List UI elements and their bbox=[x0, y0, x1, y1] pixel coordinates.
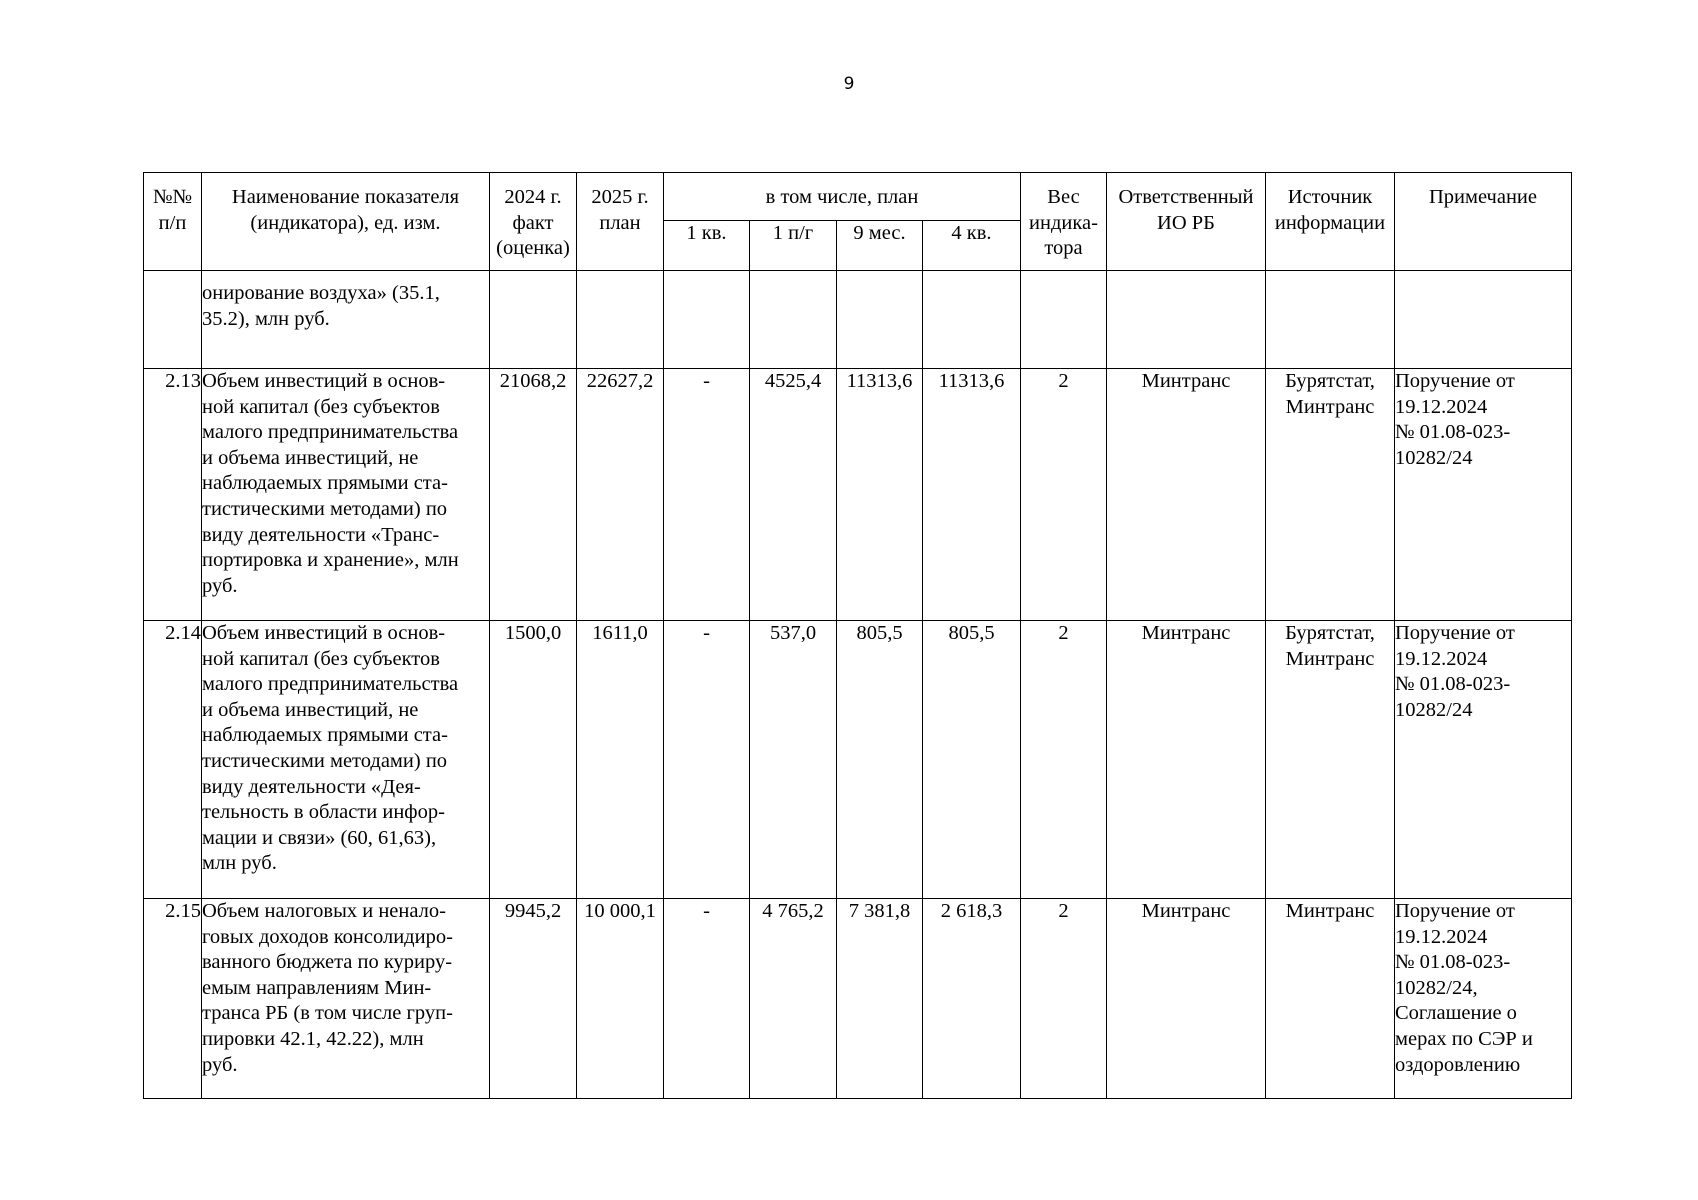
cell-h1: 4 765,2 bbox=[750, 899, 837, 1099]
cell-source: Минтранс bbox=[1266, 899, 1395, 1099]
cell-name: Объем налоговых и ненало- говых доходов консолидиро- ванного бюджета по куриру- емым направлениям Мин- транса РБ (в том числе груп- пировки 42.1, 42.22), млн руб. bbox=[202, 899, 490, 1099]
header-including-plan: в том числе, план bbox=[664, 173, 1021, 221]
cell-q1: - bbox=[664, 369, 750, 621]
cell-source: Бурятстат, Минтранс bbox=[1266, 621, 1395, 899]
cell-source bbox=[1266, 271, 1395, 369]
header-fact-2024: 2024 г. факт (оценка) bbox=[490, 173, 577, 271]
cell-responsible: Минтранс bbox=[1107, 899, 1266, 1099]
header-h1: 1 п/г bbox=[750, 221, 837, 271]
cell-num: 2.15 bbox=[144, 899, 202, 1099]
header-q4: 4 кв. bbox=[923, 221, 1021, 271]
cell-q1: - bbox=[664, 621, 750, 899]
cell-num bbox=[144, 271, 202, 369]
header-num: №№ п/п bbox=[144, 173, 202, 271]
cell-plan bbox=[577, 271, 664, 369]
cell-name: Объем инвестиций в основ- ной капитал (без субъектов малого предпринимательства и объема инвестиций, не наблюдаемых прямыми ста- тистическими методами) по виду деятельности «Дея- тельность в области инфор- мации и связи» (60, 61,63), млн руб. bbox=[202, 621, 490, 899]
header-q1: 1 кв. bbox=[664, 221, 750, 271]
cell-h1: 537,0 bbox=[750, 621, 837, 899]
table-header bbox=[144, 173, 1572, 271]
cell-weight bbox=[1021, 271, 1107, 369]
cell-note bbox=[1395, 271, 1572, 369]
cell-weight: 2 bbox=[1021, 899, 1107, 1099]
header-9m: 9 мес. bbox=[837, 221, 923, 271]
cell-q4: 11313,6 bbox=[923, 369, 1021, 621]
indicators-table bbox=[143, 172, 1572, 1099]
header-weight: Вес индика- тора bbox=[1021, 173, 1107, 271]
header-plan-2025: 2025 г. план bbox=[577, 173, 664, 271]
page-number: 9 bbox=[843, 74, 855, 94]
cell-num: 2.13 bbox=[144, 369, 202, 621]
cell-9m: 805,5 bbox=[837, 621, 923, 899]
cell-responsible: Минтранс bbox=[1107, 621, 1266, 899]
cell-fact bbox=[490, 271, 577, 369]
cell-q4: 805,5 bbox=[923, 621, 1021, 899]
cell-num: 2.14 bbox=[144, 621, 202, 899]
cell-plan: 10 000,1 bbox=[577, 899, 664, 1099]
cell-fact: 21068,2 bbox=[490, 369, 577, 621]
table-row bbox=[144, 621, 1572, 899]
table-row bbox=[144, 369, 1572, 621]
cell-source: Бурятстат, Минтранс bbox=[1266, 369, 1395, 621]
cell-h1 bbox=[750, 271, 837, 369]
header-name: Наименование показателя (индикатора), ед. изм. bbox=[202, 173, 490, 271]
cell-9m: 11313,6 bbox=[837, 369, 923, 621]
cell-9m: 7 381,8 bbox=[837, 899, 923, 1099]
cell-name: онирование воздуха» (35.1, 35.2), млн руб. bbox=[202, 271, 490, 369]
cell-q4 bbox=[923, 271, 1021, 369]
cell-responsible: Минтранс bbox=[1107, 369, 1266, 621]
header-source: Источник информации bbox=[1266, 173, 1395, 271]
cell-note: Поручение от 19.12.2024 № 01.08-023- 10282/24, Соглашение о мерах по СЭР и оздоровлению bbox=[1395, 899, 1572, 1099]
cell-q1: - bbox=[664, 899, 750, 1099]
cell-h1: 4525,4 bbox=[750, 369, 837, 621]
cell-name: Объем инвестиций в основ- ной капитал (без субъектов малого предпринимательства и объема инвестиций, не наблюдаемых прямыми ста- тистическими методами) по виду деятельности «Транс- портировка и хранение», млн руб. bbox=[202, 369, 490, 621]
cell-note: Поручение от 19.12.2024 № 01.08-023- 10282/24 bbox=[1395, 369, 1572, 621]
cell-weight: 2 bbox=[1021, 621, 1107, 899]
table-row bbox=[144, 271, 1572, 369]
table-row bbox=[144, 899, 1572, 1099]
cell-weight: 2 bbox=[1021, 369, 1107, 621]
cell-fact: 9945,2 bbox=[490, 899, 577, 1099]
cell-fact: 1500,0 bbox=[490, 621, 577, 899]
cell-responsible bbox=[1107, 271, 1266, 369]
cell-plan: 22627,2 bbox=[577, 369, 664, 621]
cell-q4: 2 618,3 bbox=[923, 899, 1021, 1099]
cell-note: Поручение от 19.12.2024 № 01.08-023- 10282/24 bbox=[1395, 621, 1572, 899]
header-note: Примечание bbox=[1395, 173, 1572, 271]
cell-plan: 1611,0 bbox=[577, 621, 664, 899]
cell-9m bbox=[837, 271, 923, 369]
cell-q1 bbox=[664, 271, 750, 369]
header-responsible: Ответственный ИО РБ bbox=[1107, 173, 1266, 271]
